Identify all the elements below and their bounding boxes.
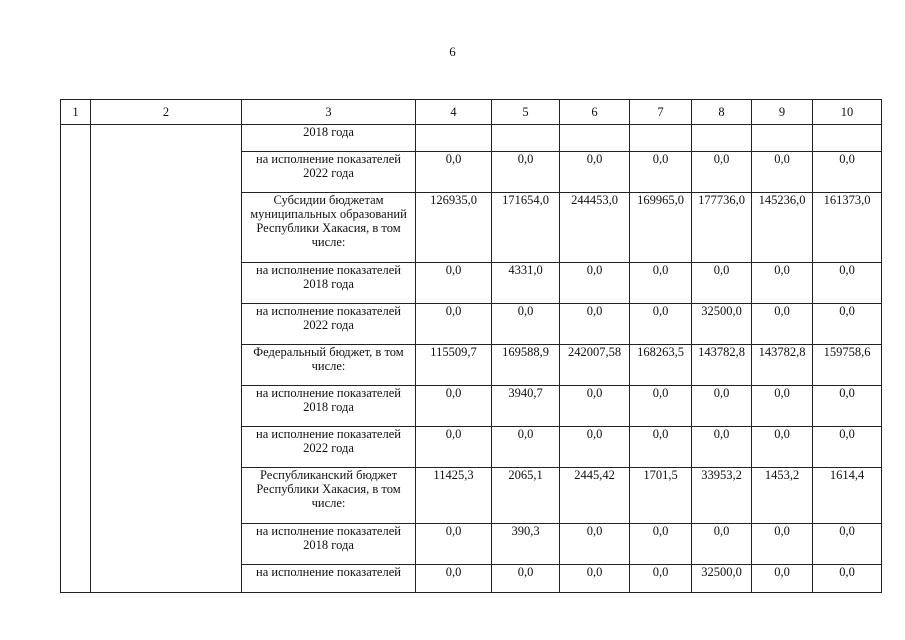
value-cell: 0,0 — [560, 427, 630, 468]
value-cell: 0,0 — [560, 565, 630, 593]
value-cell: 1453,2 — [752, 468, 813, 524]
value-cell: 169588,9 — [492, 345, 560, 386]
row-label: Республиканский бюджет Республики Хакасия, в том числе: — [242, 468, 416, 524]
value-cell: 390,3 — [492, 524, 560, 565]
value-cell: 0,0 — [492, 304, 560, 345]
value-cell: 32500,0 — [692, 565, 752, 593]
row-label: Федеральный бюджет, в том числе: — [242, 345, 416, 386]
value-cell: 11425,3 — [416, 468, 492, 524]
col-header: 10 — [813, 100, 882, 125]
value-cell: 0,0 — [560, 524, 630, 565]
column-2-cell — [91, 125, 242, 593]
page-number: 6 — [449, 44, 456, 59]
value-cell: 0,0 — [492, 565, 560, 593]
value-cell: 0,0 — [813, 152, 882, 193]
row-label: на исполнение показателей 2022 года — [242, 427, 416, 468]
col-header: 2 — [91, 100, 242, 125]
value-cell: 0,0 — [752, 304, 813, 345]
value-cell — [752, 125, 813, 152]
value-cell: 0,0 — [752, 386, 813, 427]
value-cell: 0,0 — [560, 152, 630, 193]
value-cell — [630, 125, 692, 152]
value-cell: 0,0 — [752, 263, 813, 304]
value-cell: 3940,7 — [492, 386, 560, 427]
table-header-row — [61, 100, 882, 125]
value-cell: 168263,5 — [630, 345, 692, 386]
col-header: 1 — [61, 100, 91, 125]
value-cell — [492, 125, 560, 152]
value-cell: 0,0 — [416, 152, 492, 193]
value-cell: 0,0 — [560, 263, 630, 304]
value-cell — [692, 125, 752, 152]
value-cell: 0,0 — [692, 263, 752, 304]
value-cell — [813, 125, 882, 152]
col-header: 5 — [492, 100, 560, 125]
value-cell: 2445,42 — [560, 468, 630, 524]
value-cell: 0,0 — [416, 565, 492, 593]
col-header: 6 — [560, 100, 630, 125]
row-label: 2018 года — [242, 125, 416, 152]
value-cell: 1614,4 — [813, 468, 882, 524]
col-header: 7 — [630, 100, 692, 125]
value-cell: 0,0 — [813, 565, 882, 593]
value-cell: 0,0 — [752, 524, 813, 565]
value-cell: 0,0 — [813, 304, 882, 345]
value-cell: 0,0 — [752, 427, 813, 468]
row-label: на исполнение показателей 2018 года — [242, 386, 416, 427]
value-cell: 0,0 — [416, 386, 492, 427]
value-cell: 0,0 — [630, 304, 692, 345]
value-cell: 0,0 — [560, 304, 630, 345]
value-cell: 0,0 — [560, 386, 630, 427]
value-cell: 0,0 — [630, 386, 692, 427]
value-cell: 0,0 — [416, 524, 492, 565]
value-cell: 32500,0 — [692, 304, 752, 345]
value-cell: 0,0 — [416, 304, 492, 345]
value-cell: 244453,0 — [560, 193, 630, 263]
value-cell: 0,0 — [813, 386, 882, 427]
value-cell: 0,0 — [630, 565, 692, 593]
value-cell: 242007,58 — [560, 345, 630, 386]
value-cell: 0,0 — [813, 427, 882, 468]
value-cell: 0,0 — [630, 524, 692, 565]
value-cell: 143782,8 — [752, 345, 813, 386]
value-cell: 0,0 — [692, 386, 752, 427]
row-label: на исполнение показателей 2018 года — [242, 524, 416, 565]
value-cell: 143782,8 — [692, 345, 752, 386]
value-cell: 171654,0 — [492, 193, 560, 263]
value-cell: 2065,1 — [492, 468, 560, 524]
value-cell: 0,0 — [416, 263, 492, 304]
value-cell: 145236,0 — [752, 193, 813, 263]
col-header: 8 — [692, 100, 752, 125]
column-1-cell — [61, 125, 91, 593]
value-cell: 0,0 — [492, 152, 560, 193]
value-cell: 0,0 — [416, 427, 492, 468]
value-cell: 169965,0 — [630, 193, 692, 263]
value-cell: 0,0 — [630, 263, 692, 304]
value-cell: 0,0 — [492, 427, 560, 468]
value-cell: 0,0 — [692, 152, 752, 193]
budget-table — [60, 99, 882, 593]
value-cell: 1701,5 — [630, 468, 692, 524]
row-label: на исполнение показателей 2022 года — [242, 152, 416, 193]
value-cell: 0,0 — [692, 524, 752, 565]
value-cell: 161373,0 — [813, 193, 882, 263]
value-cell: 33953,2 — [692, 468, 752, 524]
row-label: на исполнение показателей 2022 года — [242, 304, 416, 345]
value-cell: 0,0 — [752, 565, 813, 593]
value-cell: 0,0 — [692, 427, 752, 468]
value-cell: 0,0 — [630, 427, 692, 468]
table-row — [61, 125, 882, 152]
value-cell: 0,0 — [813, 263, 882, 304]
col-header: 3 — [242, 100, 416, 125]
value-cell: 177736,0 — [692, 193, 752, 263]
row-label: на исполнение показателей — [242, 565, 416, 593]
col-header: 4 — [416, 100, 492, 125]
value-cell: 0,0 — [752, 152, 813, 193]
value-cell: 115509,7 — [416, 345, 492, 386]
value-cell — [416, 125, 492, 152]
value-cell: 159758,6 — [813, 345, 882, 386]
value-cell: 0,0 — [630, 152, 692, 193]
col-header: 9 — [752, 100, 813, 125]
value-cell: 0,0 — [813, 524, 882, 565]
row-label: на исполнение показателей 2018 года — [242, 263, 416, 304]
value-cell: 4331,0 — [492, 263, 560, 304]
value-cell — [560, 125, 630, 152]
value-cell: 126935,0 — [416, 193, 492, 263]
row-label: Субсидии бюджетам муниципальных образований Республики Хакасия, в том числе: — [242, 193, 416, 263]
